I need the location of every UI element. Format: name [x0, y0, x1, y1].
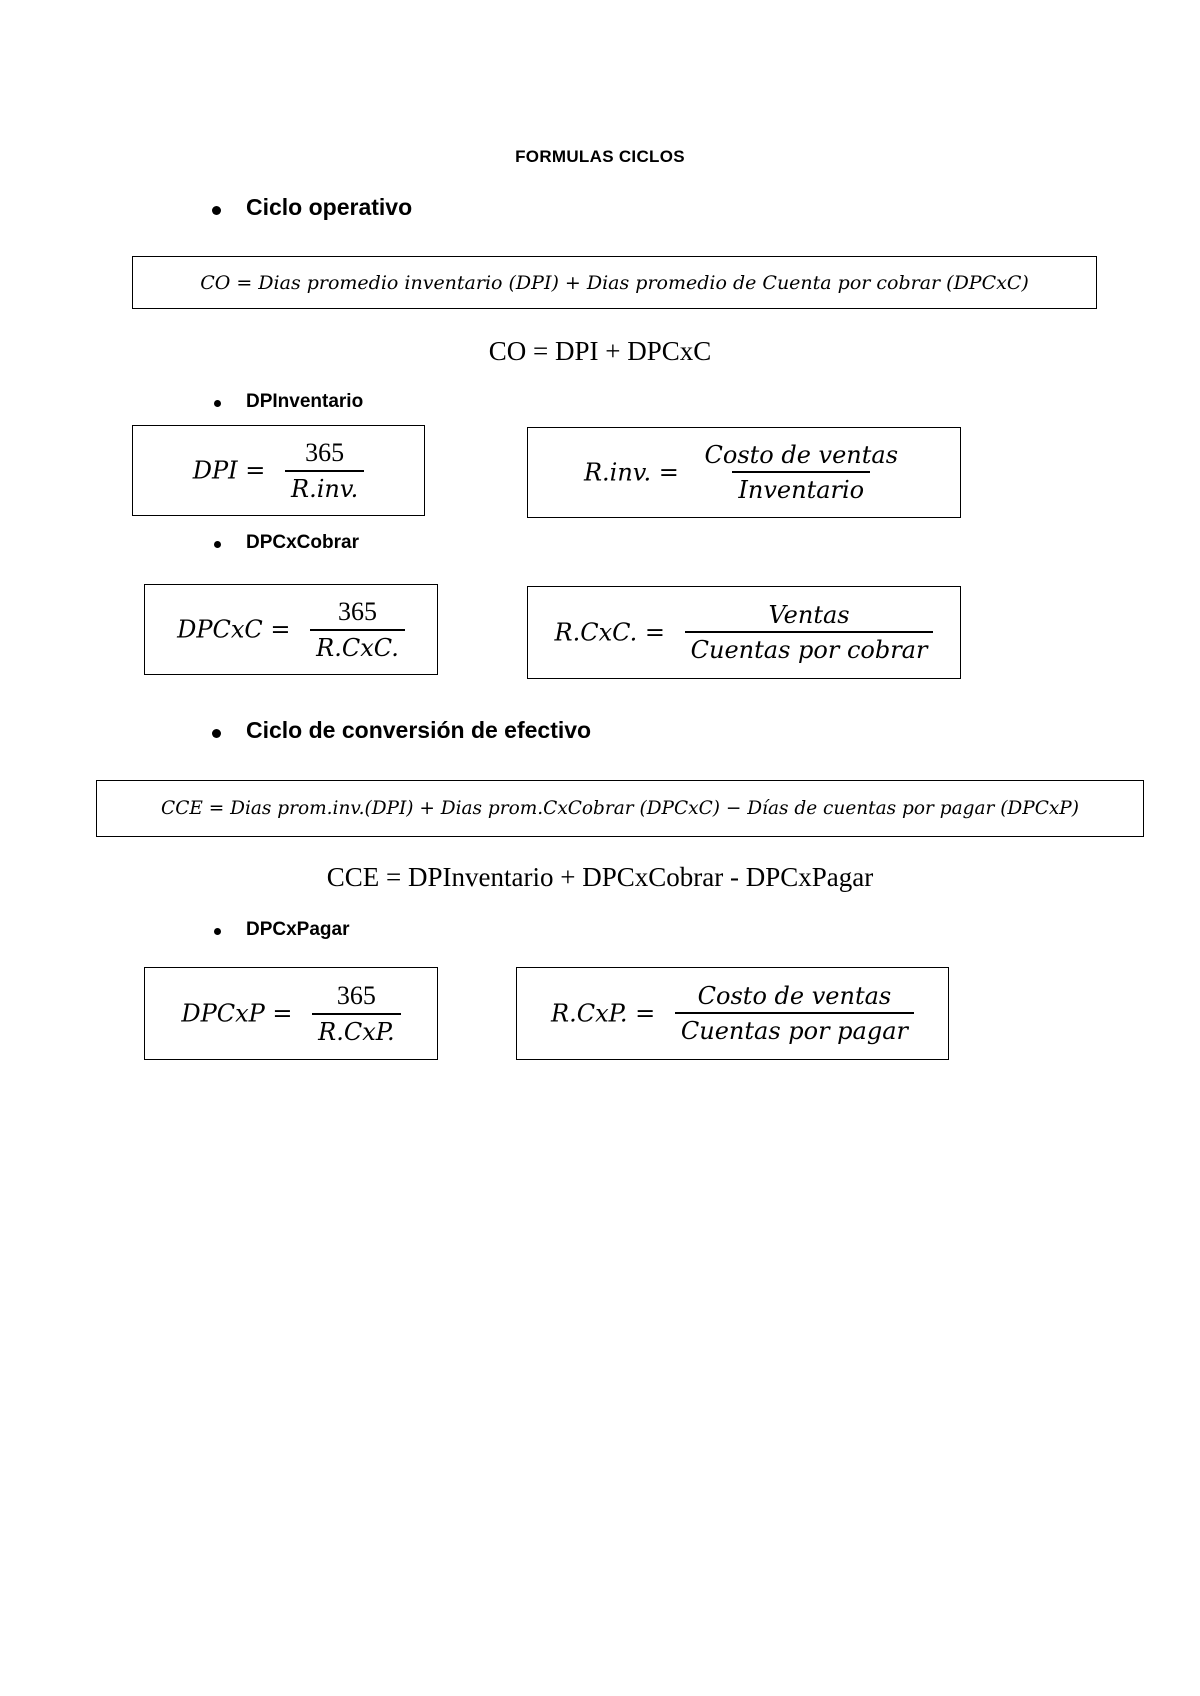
dpi-numerator: 365: [305, 438, 345, 467]
cce-formula-box: [96, 780, 1144, 837]
heading-dpinventario: DPInventario: [246, 391, 364, 412]
bullet-icon: [214, 400, 221, 407]
heading-ciclo-operativo: Ciclo operativo: [246, 194, 413, 220]
bullet-icon: [214, 928, 221, 935]
rinv-numerator: Costo de ventas: [704, 441, 899, 469]
heading-ciclo-conversion: Ciclo de conversión de efectivo: [246, 717, 592, 743]
dpi-lhs: DPI =: [192, 456, 266, 485]
dpcxp-lhs: DPCxP =: [181, 999, 293, 1028]
dpi-denominator: R.inv.: [285, 470, 364, 503]
dpcxp-numerator: 365: [336, 981, 376, 1010]
rcxp-formula-box: [516, 967, 949, 1060]
cce-short-formula: CCE = DPInventario + DPCxCobrar - DPCxPagar: [326, 862, 874, 892]
dpcxc-numerator: 365: [338, 597, 377, 626]
dpcxc-lhs: DPCxC =: [177, 615, 291, 644]
heading-dpcxcobrar: DPCxCobrar: [246, 532, 359, 553]
bullet-icon: [212, 206, 221, 215]
rinv-formula-box: [527, 427, 961, 518]
rcxp-lhs: R.CxP. =: [551, 999, 656, 1028]
heading-dpcxpagar: DPCxPagar: [246, 919, 350, 940]
bullet-icon: [214, 541, 221, 548]
rinv-lhs: R.inv. =: [583, 458, 679, 487]
co-short-formula: CO = DPI + DPCxC: [488, 336, 712, 366]
co-formula-box: [132, 256, 1097, 309]
rcxc-lhs: R.CxC. =: [554, 618, 666, 647]
rcxc-numerator: Ventas: [768, 601, 850, 629]
page-title: FORMULAS CICLOS: [515, 147, 685, 166]
cce-formula: CCE = Dias prom.inv.(DPI) + Dias prom.CxCobrar (DPCxC) − Días de cuentas por pagar (DPCxP): [161, 798, 1079, 819]
co-formula: CO = Dias promedio inventario (DPI) + Dias promedio de Cuenta por cobrar (DPCxC): [200, 271, 1029, 294]
rcxc-formula-box: [527, 586, 961, 679]
bullet-icon: [212, 729, 221, 738]
dpi-formula-box: [132, 425, 425, 516]
rcxp-numerator: Costo de ventas: [697, 982, 892, 1010]
dpcxc-denominator: R.CxC.: [310, 629, 405, 662]
rcxc-denominator: Cuentas por cobrar: [685, 631, 934, 664]
dpcxp-denominator: R.CxP.: [312, 1013, 401, 1046]
rinv-denominator: Inventario: [732, 471, 870, 504]
rcxp-denominator: Cuentas por pagar: [675, 1012, 914, 1045]
dpcxp-formula-box: [144, 967, 438, 1060]
dpcxc-formula-box: [144, 584, 438, 675]
